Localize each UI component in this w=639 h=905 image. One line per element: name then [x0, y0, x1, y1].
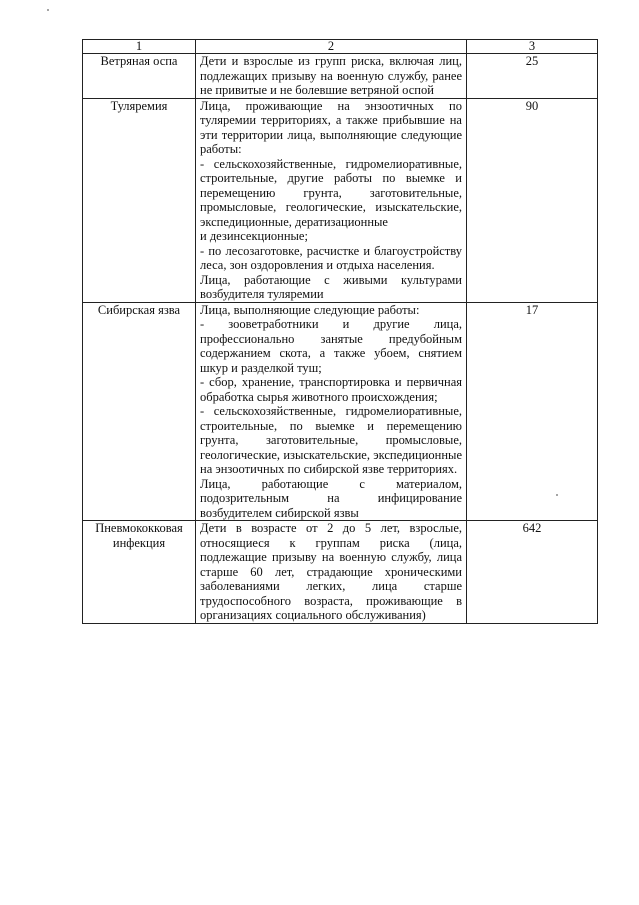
description-paragraph: Лица, выполняющие следующие работы:	[200, 302, 420, 317]
vaccine-count: 90	[467, 98, 598, 302]
column-header-2: 2	[196, 40, 467, 54]
risk-group-description	[196, 54, 467, 99]
description-paragraph: Лица, работающие с живыми культурами возбудителя туляремии	[200, 272, 462, 301]
description-paragraph: Лица, проживающие на энзоотичных по туляремии территориях, а также прибывшие на эти территории лица, выполняющие следующие работы:	[200, 98, 462, 156]
disease-name: Ветряная оспа	[83, 54, 196, 99]
description-paragraph: и дезинсекционные;	[200, 229, 308, 243]
table-row	[83, 54, 598, 99]
risk-group-description	[196, 98, 467, 302]
table-header-row	[83, 40, 598, 54]
table-row	[83, 521, 598, 624]
description-paragraph: Дети в возрасте от 2 до 5 лет, взрослые, относящиеся к группам риска (лица, подлежащие призыву на военную службу, лица старше 60 лет, страдающие хроническими заболеваниями легких, лица старше трудоспособного возраста, проживающие в организациях социального обслуживания)	[200, 521, 462, 622]
description-paragraph: - сельскохозяйственные, гидромелиоративные, строительные, по выемке и перемещению грунта, заготовительные, промысловые, геологические, изыскательские, экспедиционные на энзоотичных по сибирской язве территориях.	[200, 404, 462, 476]
disease-name: Пневмококковая инфекция	[83, 521, 196, 624]
description-paragraph: - по лесозаготовке, расчистке и благоустройству леса, зон оздоровления и отдыха населения.	[200, 243, 462, 272]
risk-group-description	[196, 521, 467, 624]
description-paragraph: - сбор, хранение, транспортировка и первичная обработка сырья животного происхождения;	[200, 375, 462, 404]
description-paragraph: - сельскохозяйственные, гидромелиоративные, строительные, другие работы по выемке и перемещению грунта, заготовительные, промысловые, геологические, изыскательские, экспедиционные, дератизационные	[200, 156, 462, 229]
disease-name: Сибирская язва	[83, 302, 196, 521]
disease-name: Туляремия	[83, 98, 196, 302]
description-paragraph: Дети и взрослые из групп риска, включая лиц, подлежащих призыву на военную службу, ранее не привитые и не болевшие ветряной оспой	[200, 54, 462, 97]
vaccine-count: 642	[467, 521, 598, 624]
description-paragraph: - зооветработники и другие лица, профессионально занятые предубойным содержанием скота, а также убоем, снятием шкур и разделкой туш;	[200, 317, 462, 375]
vaccination-table	[82, 39, 598, 624]
description-paragraph: Лица, работающие с материалом, подозрительным на инфицирование возбудителем сибирской язвы	[200, 476, 462, 520]
table-row	[83, 98, 598, 302]
scan-speck	[47, 9, 49, 11]
vaccine-count: 25	[467, 54, 598, 99]
table-row	[83, 302, 598, 521]
column-header-3: 3	[467, 40, 598, 54]
vaccine-count: 17	[467, 302, 598, 521]
risk-group-description	[196, 302, 467, 521]
column-header-1: 1	[83, 40, 196, 54]
